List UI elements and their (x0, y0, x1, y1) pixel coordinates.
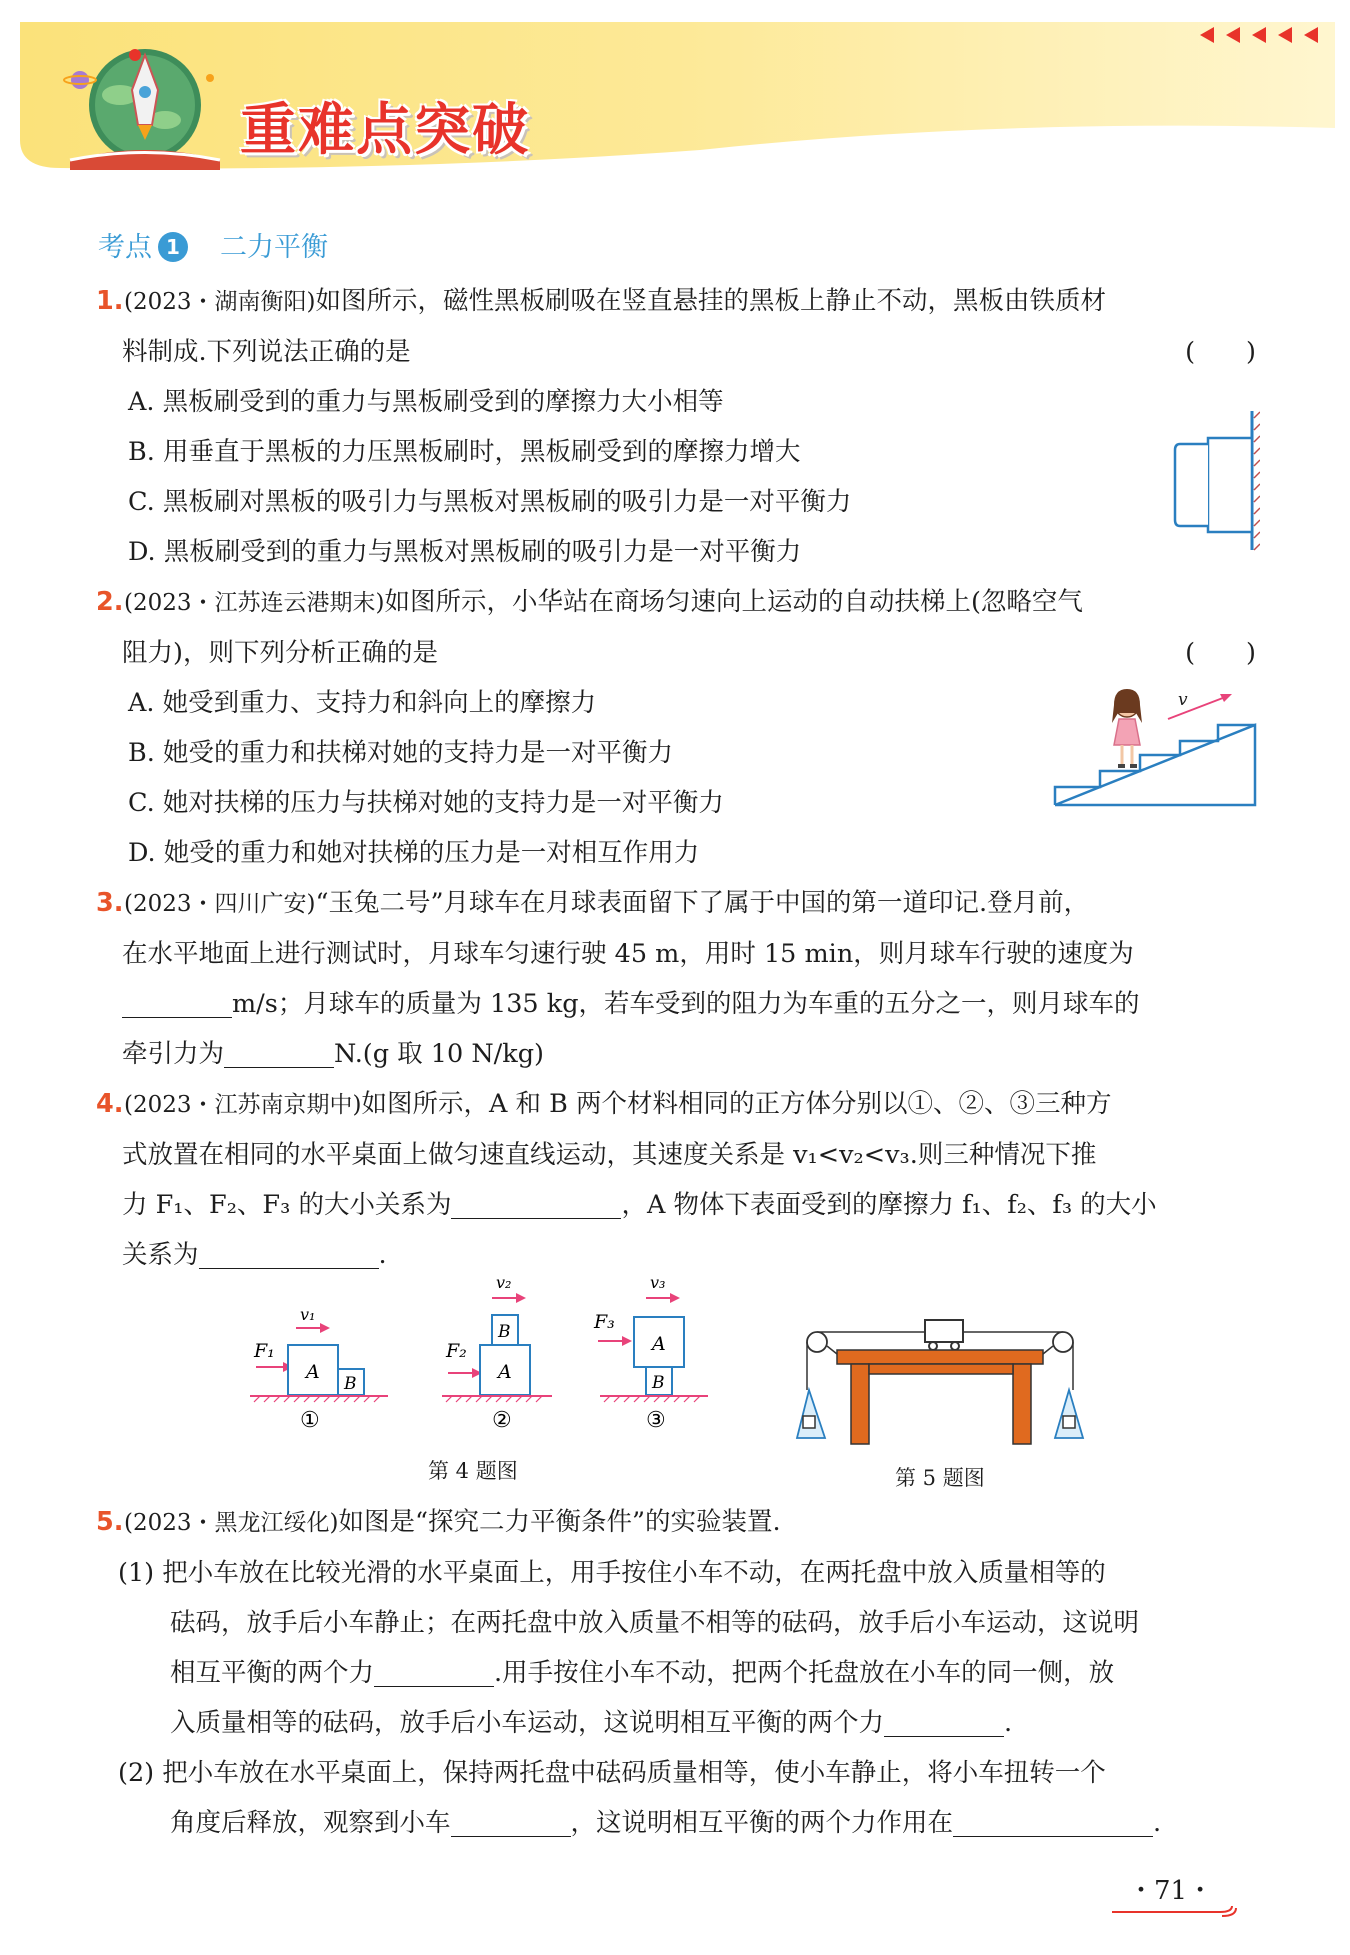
force-label: F₂ (446, 1340, 467, 1362)
question-stem-cont: 关系为 (122, 1240, 199, 1270)
sub-question-1-cont: 相互平衡的两个力 (170, 1658, 375, 1688)
answer-blank[interactable] (199, 1238, 379, 1269)
question-1 (96, 276, 1256, 577)
question-stem: 如图是“探究二力平衡条件”的实验装置. (338, 1507, 781, 1537)
case-number: ① (300, 1408, 320, 1430)
sub-question-2-cont: ，这说明相互平衡的两个力作用在 (570, 1808, 954, 1838)
block-a-label: A (498, 1361, 512, 1383)
answer-blank[interactable] (374, 1656, 494, 1687)
question-stem-cont: 牵引力为 (122, 1039, 225, 1069)
question-number: 5. (96, 1507, 124, 1537)
sub-question-1-cont: .用手按住小车不动，把两个托盘放在小车的同一侧，放 (494, 1658, 1115, 1688)
question-stem-cont: 料制成.下列说法正确的是 (122, 337, 411, 367)
block-a-label: A (652, 1333, 666, 1355)
question-stem-cont: m/s；月球车的质量为 135 kg，若车受到的阻力为车重的五分之一，则月球车的 (232, 989, 1140, 1019)
answer-parenthesis: ( ) (1185, 638, 1256, 668)
figure-4-caption: 第 4 题图 (428, 1459, 518, 1483)
question-5 (96, 1497, 1256, 1848)
block-b-label: B (652, 1373, 665, 1393)
question-stem-cont: 力 F₁、F₂、F₃ 的大小关系为 (122, 1190, 452, 1220)
answer-blank[interactable] (953, 1806, 1153, 1837)
velocity-label: v₁ (300, 1305, 316, 1324)
question-source: (2023・黑龙江绥化) (124, 1510, 339, 1536)
question-4 (96, 1079, 1256, 1280)
velocity-label: v (1178, 690, 1188, 710)
question-number: 4. (96, 1089, 124, 1119)
figure-5-caption: 第 5 题图 (895, 1466, 985, 1490)
answer-blank[interactable] (122, 987, 232, 1018)
sub-question-2-cont: 角度后释放，观察到小车 (170, 1808, 451, 1838)
question-stem: 如图所示，A 和 B 两个材料相同的正方体分别以①、②、③三种方 (361, 1089, 1112, 1119)
case-number: ③ (646, 1408, 666, 1430)
question-stem-cont: 阻力)，则下列分析正确的是 (122, 638, 438, 668)
question-stem-cont: N.(g 取 10 N/kg) (334, 1039, 544, 1069)
q2-figure-escalator (1050, 683, 1260, 813)
question-stem-cont: ，A 物体下表面受到的摩擦力 f₁、f₂、f₃ 的大小 (621, 1190, 1157, 1220)
question-stem: 如图所示，磁性黑板刷吸在竖直悬挂的黑板上静止不动，黑板由铁质材 (315, 286, 1106, 316)
header-banner (0, 0, 1350, 175)
page-number-underline (1110, 1902, 1245, 1924)
velocity-label: v₃ (650, 1275, 666, 1292)
sub-question-1-cont: 砝码，放手后小车静止；在两托盘中放入质量不相等的砝码，放手后小车运动，这说明 (170, 1608, 1140, 1638)
banner-title: 重难点突破 (240, 98, 530, 163)
question-3 (96, 878, 1256, 1079)
section-label: 考点 (98, 232, 152, 263)
question-stem-cont: 在水平地面上进行测试时，月球车匀速行驶 45 m，用时 15 min，则月球车行驶的速度为 (122, 939, 1134, 969)
page-number: ・71・ (1128, 1876, 1214, 1906)
option-a: A. 黑板刷受到的重力与黑板刷受到的摩擦力大小相等 (128, 387, 724, 417)
question-source: (2023・江苏南京期中) (124, 1092, 362, 1118)
answer-parenthesis: ( ) (1185, 337, 1256, 367)
block-b-label: B (344, 1374, 357, 1394)
sub-question-2-cont: . (1153, 1808, 1162, 1838)
case-number: ② (492, 1408, 512, 1430)
sub-question-2: (2) 把小车放在水平桌面上，保持两托盘中砝码质量相等，使小车静止，将小车扭转一个 (118, 1758, 1106, 1788)
question-number: 2. (96, 587, 124, 617)
case-2 (442, 1275, 552, 1430)
question-source: (2023・江苏连云港期末) (124, 590, 385, 616)
question-stem-cont: 式放置在相同的水平桌面上做匀速直线运动，其速度关系是 v₁<v₂<v₃.则三种情况下推 (122, 1140, 1097, 1170)
section-number-badge: 1 (158, 232, 188, 262)
question-source: (2023・四川广安) (124, 891, 316, 917)
sub-question-1-cont: . (1004, 1708, 1013, 1738)
option-b: B. 她受的重力和扶梯对她的支持力是一对平衡力 (128, 738, 673, 768)
question-stem-cont: . (378, 1240, 387, 1270)
case-1 (250, 1305, 388, 1430)
case-3 (593, 1275, 708, 1430)
answer-blank[interactable] (224, 1037, 334, 1068)
velocity-label: v₂ (496, 1275, 512, 1292)
question-stem: 如图所示，小华站在商场匀速向上运动的自动扶梯上(忽略空气 (384, 587, 1083, 617)
answer-blank[interactable] (451, 1188, 621, 1219)
force-label: F₁ (254, 1340, 275, 1362)
option-b: B. 用垂直于黑板的力压黑板刷时，黑板刷受到的摩擦力增大 (128, 437, 801, 467)
block-b-label: B (498, 1322, 511, 1342)
force-label: F₃ (594, 1311, 615, 1333)
section-heading (98, 225, 328, 264)
answer-blank[interactable] (884, 1706, 1004, 1737)
q5-figure-table-pulleys (795, 1310, 1085, 1450)
question-number: 3. (96, 888, 124, 918)
option-d: D. 她受的重力和她对扶梯的压力是一对相互作用力 (128, 838, 700, 868)
option-a: A. 她受到重力、支持力和斜向上的摩擦力 (128, 688, 597, 718)
q4-figure-blocks (248, 1275, 768, 1430)
q1-figure-blackboard-brush (1170, 408, 1260, 553)
girl-icon (1112, 689, 1142, 768)
option-c: C. 她对扶梯的压力与扶梯对她的支持力是一对平衡力 (128, 788, 724, 818)
sub-question-1: (1) 把小车放在比较光滑的水平桌面上，用手按住小车不动，在两托盘中放入质量相等的 (118, 1558, 1106, 1588)
question-stem: “玉兔二号”月球车在月球表面留下了属于中国的第一道印记.登月前， (315, 888, 1090, 918)
answer-blank[interactable] (451, 1806, 571, 1837)
question-number: 1. (96, 286, 124, 316)
section-topic: 二力平衡 (220, 232, 328, 263)
block-a-label: A (306, 1361, 320, 1383)
sub-question-1-cont: 入质量相等的砝码，放手后小车运动，这说明相互平衡的两个力 (170, 1708, 885, 1738)
option-c: C. 黑板刷对黑板的吸引力与黑板对黑板刷的吸引力是一对平衡力 (128, 487, 852, 517)
option-d: D. 黑板刷受到的重力与黑板对黑板刷的吸引力是一对平衡力 (128, 537, 802, 567)
question-source: (2023・湖南衡阳) (124, 289, 316, 315)
